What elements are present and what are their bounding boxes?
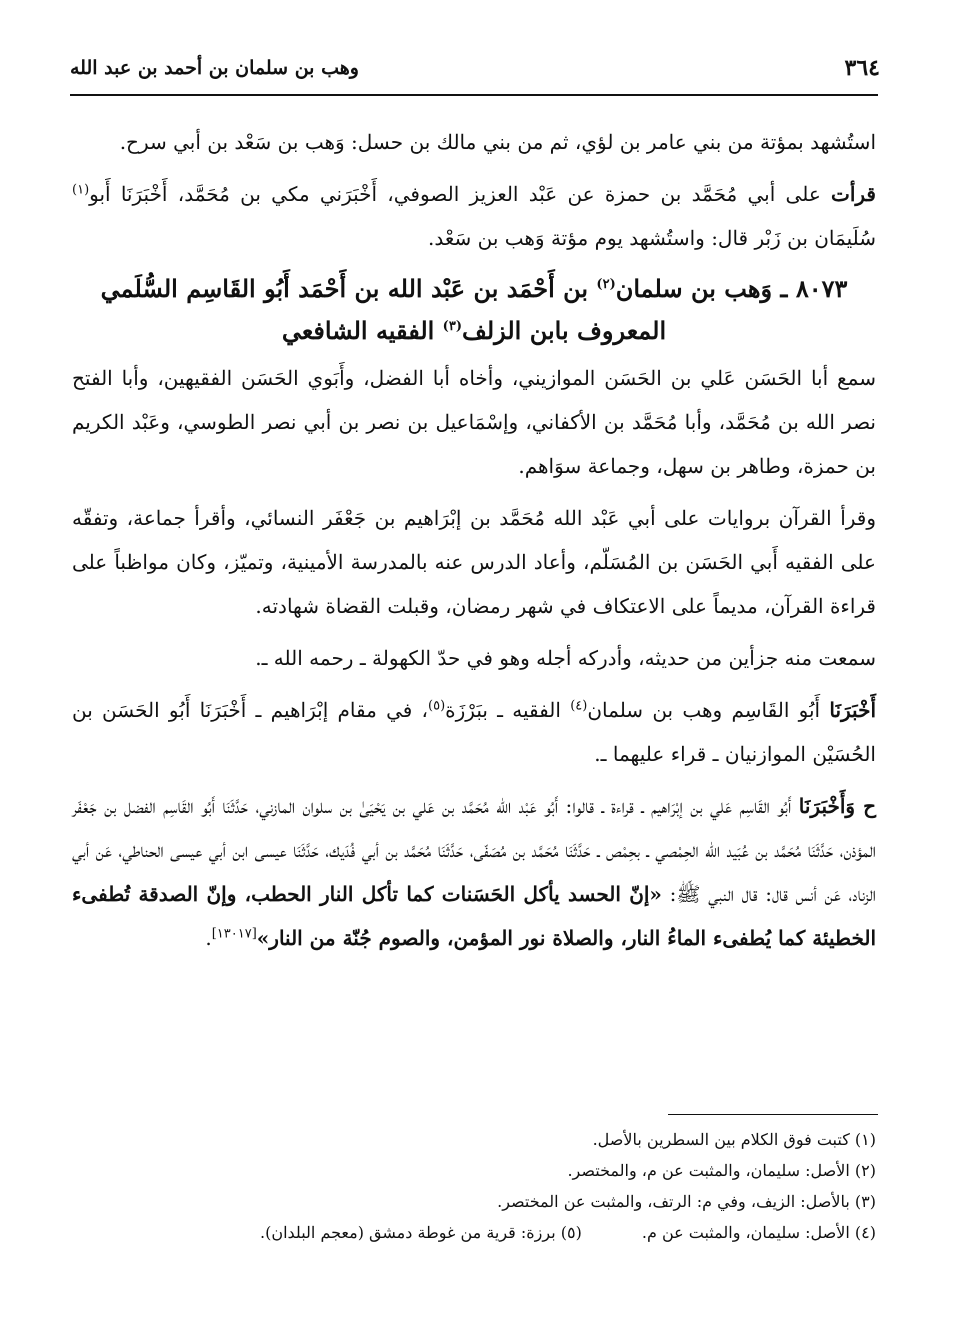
paragraph-1: استُشهد بمؤتة من بني عامر بن لؤي، ثم من بني مالك بن حسل: وَهب بن سَعْد بن أبي سرح. [119, 130, 876, 154]
paragraph-7-end: . [205, 926, 212, 950]
footnote-5-text: (٥) برزة: قرية من غوطة دمشق (معجم البلدان). [260, 1223, 582, 1242]
paragraph-2 [72, 172, 876, 260]
entry-title-b: بن أَحْمَد بن عَبْد الله بن أَحْمَد أَبُو القَاسِم السُّلَمي المعروف بابن الزلف [100, 274, 667, 345]
footnote-4-5 [72, 1217, 876, 1248]
paragraph-6-text-c: ، في مقام إبْرَاهيم ـ أَخْبَرَنَا أَبُو الحَسَن بن الحُسَيْن الموازنيان ـ قراء عليهما ـ. [72, 698, 876, 766]
header-divider [70, 94, 878, 96]
paragraph-6-text-a: أَبُو القَاسِم وهب بن سلمان [587, 698, 830, 722]
footnote-1 [72, 1124, 876, 1155]
paragraph-7-lead: ح وَأَخْبَرَنَا [798, 794, 877, 818]
footnote-divider [668, 1114, 878, 1115]
footnote-3 [72, 1186, 876, 1217]
hadith-text: «إنّ الحسد يأكل الحَسَنات كما تأكل النار الحطب، وإنّ الصدقة تُطفىء الخطيئة كما يُطفىء الماءُ النار، والصلاة نور المؤمن، والصوم جُنّة من النار» [72, 882, 876, 950]
footnote-ref-3: (٣) [442, 319, 462, 334]
paragraph-6-text-b: الفقيه ـ ببَرْزَة [445, 698, 571, 722]
footnote-ref-5: (٥) [428, 698, 446, 714]
paragraph-7 [72, 784, 876, 960]
paragraph-2-text-a: على أبي مُحَمَّد بن حمزة عن عَبْد العزيز الصوفي، أَخْبَرَني مكي بن مُحَمَّد، أَخْبَرَنَا أَبو [89, 182, 832, 206]
paragraph-5: سمعت منه جزأين من حديثه، وأدركه أجله وهو في حدّ الكهولة ـ رحمه الله ـ. [255, 646, 876, 670]
page-header [70, 50, 880, 86]
paragraph-7-text-a: أَبُو القَاسِم عَلي بن إبْرَاهيم ـ قراءة ـ قالوا: أَبُو عَبْد الله مُحَمَّد بن عَلي بن يَحْيَىٰ بن سلوان المازني، حَدَّثَنَا أَبُو القَاسِم الفضل بن جَعْفَر المؤذن، حَدَّثَنَا مُحَمَّد بن عُبَيد الله الحِمْصي ـ بحِمْص ـ حَدَّثَنَا مُحَمَّد بن مُصَفّى، حَدَّثَنَا مُحَمَّد بن أبي فُدَيك، حَدَّثَنَا عيسى ابن أبي عيسى الحناطي، عَن أبي الزناد، عَن أنس قال: قال النبي ﷺ: [72, 794, 876, 906]
footnote-ref-4: (٤) [570, 698, 588, 714]
paragraph-6-lead: أَخْبَرَنَا [829, 698, 877, 722]
paragraph-4: وقرأ القرآن بروايات على أبي عَبْد الله مُحَمَّد بن إبْرَاهيم بن جَعْفَر النسائي، وأقرأ جماعة، وتفقّه على الفقيه أَبي الحَسَن بن المُسَلّم، وأعاد الدرس عنه بالمدرسة الأمينية، وتميّز، وكان مواظباً على قراءة القرآن، مديماً على الاعتكاف في شهر رمضان، وقبلت القضاة شهادته. [72, 506, 876, 618]
footnote-ref-2: (٢) [596, 277, 616, 292]
footnote-2-text: (٢) الأصل: سليمان، والمثبت عن م، والمختصر. [567, 1161, 876, 1180]
paragraph-6 [72, 688, 876, 776]
paragraph-2-lead: قرأت [831, 182, 876, 206]
running-title: وهب بن سلمان بن أحمد بن عبد الله [70, 57, 359, 79]
footnotes [72, 1124, 876, 1248]
entry-title [72, 268, 876, 352]
entry-title-c: الفقيه الشافعي [281, 316, 443, 345]
hadith-number: [١٣٠١٧] [211, 926, 257, 942]
footnote-3-text: (٣) بالأصل: الزيف، وفي م: الرتف، والمثبت عن المختصر. [497, 1192, 876, 1211]
entry-title-a: ٨٠٧٣ ـ وَهب بن سلمان [615, 274, 848, 303]
main-text [72, 120, 876, 968]
footnote-ref-1: (١) [72, 182, 90, 198]
footnote-2 [72, 1155, 876, 1186]
footnote-1-text: (١) كتبت فوق الكلام بين السطرين بالأصل. [592, 1130, 876, 1149]
paragraph-2-text-b: سُلَيمَان بن زَبْر قال: واستُشهد يوم مؤتة وَهب بن سَعْد. [427, 226, 876, 250]
page-number: ٣٦٤ [844, 55, 880, 81]
footnote-4-text: (٤) الأصل: سليمان، والمثبت عن م. [641, 1223, 876, 1242]
paragraph-3: سمع أبا الحَسَن عَلي بن الحَسَن الموازيني، وأخاه أبا الفضل، وأَبَوي الحَسَن الفقيهين، وأبا الفتح نصر الله بن مُحَمَّد، وأبا مُحَمَّد بن الأكفاني، وإسْمَاعيل بن نصر بن أبي نصر الطوسي، وعَبْد الكريم بن حمزة، وطاهر بن سهل، وجماعة سوَاهم. [72, 366, 876, 478]
